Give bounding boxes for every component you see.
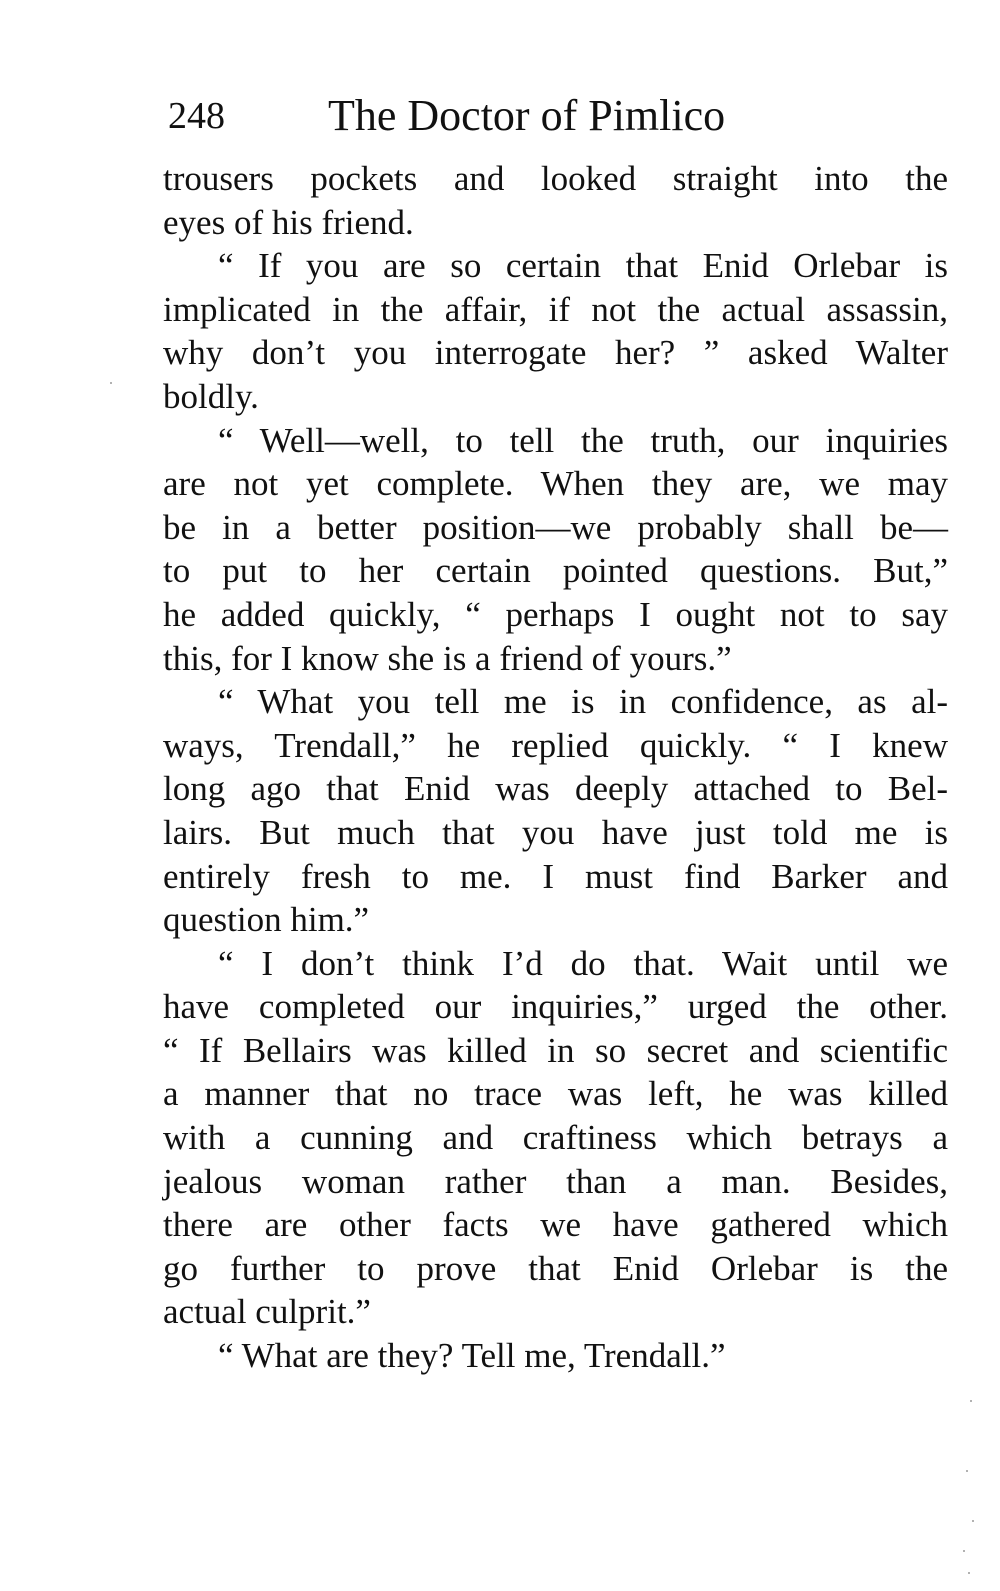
scan-speck — [966, 1470, 968, 1472]
text-line: actual culprit.” — [163, 1292, 371, 1332]
text-line: this, for I know she is a friend of yours.” — [163, 638, 732, 678]
scan-speck — [972, 1520, 974, 1522]
text-line: with a cunning and craftiness which betrays a — [163, 1118, 948, 1158]
text-line: there are other facts we have gathered which — [163, 1205, 948, 1245]
text-line: boldly. — [163, 376, 259, 416]
text-line: jealous woman rather than a man. Besides, — [163, 1161, 948, 1201]
running-title: The Doctor of Pimlico — [328, 91, 726, 140]
text-line: he added quickly, “ perhaps I ought not to say — [163, 594, 948, 634]
paragraph-first-line: “ What you tell me is in confidence, as al- — [218, 682, 948, 722]
text-line: eyes of his friend. — [163, 202, 414, 242]
paragraph-first-line: “ What are they? Tell me, Trendall.” — [218, 1336, 726, 1376]
scan-speck — [110, 382, 112, 384]
page-number: 248 — [168, 95, 225, 137]
text-line: long ago that Enid was deeply attached to Bel- — [163, 769, 948, 809]
scan-speck — [970, 1400, 972, 1402]
text-line: ways, Trendall,” he replied quickly. “ I knew — [163, 725, 948, 765]
text-line: trousers pockets and looked straight into the — [163, 159, 948, 198]
text-line: be in a better position—we probably shall be— — [163, 507, 948, 547]
text-line: are not yet complete. When they are, we may — [163, 464, 948, 504]
text-line: have completed our inquiries,” urged the other. — [163, 987, 948, 1027]
body-text — [163, 157, 948, 1378]
text-line: a manner that no trace was left, he was killed — [163, 1074, 948, 1114]
paragraph-first-line: “ Well—well, to tell the truth, our inquiries — [218, 420, 948, 460]
paragraph-first-line: “ If you are so certain that Enid Orlebar is — [218, 246, 948, 286]
text-line: implicated in the affair, if not the actual assassin, — [163, 289, 948, 329]
text-line: entirely fresh to me. I must find Barker and — [163, 856, 948, 896]
scan-speck — [968, 1572, 970, 1574]
text-line: lairs. But much that you have just told me is — [163, 812, 948, 852]
text-line: question him.” — [163, 900, 370, 940]
paragraph-first-line: “ I don’t think I’d do that. Wait until we — [218, 943, 948, 983]
scan-speck — [963, 1550, 965, 1552]
text-line: why don’t you interrogate her? ” asked Walter — [163, 333, 948, 373]
text-line: “ If Bellairs was killed in so secret and scientific — [163, 1030, 948, 1070]
text-line: go further to prove that Enid Orlebar is the — [163, 1248, 948, 1288]
page-header — [168, 86, 948, 146]
text-line: to put to her certain pointed questions. But,” — [163, 551, 948, 591]
